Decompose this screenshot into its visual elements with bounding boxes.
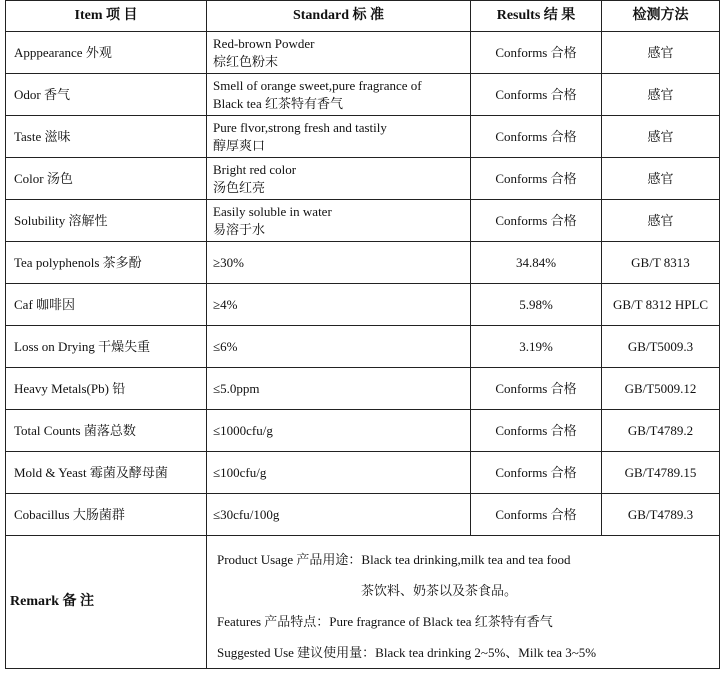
table-row	[6, 452, 720, 494]
item-cell: Heavy Metals(Pb) 铅	[6, 368, 207, 410]
table-row	[6, 200, 720, 242]
result-cell: Conforms 合格	[471, 158, 602, 200]
method-cell: 感官	[602, 74, 720, 116]
table-row	[6, 242, 720, 284]
method-cell: GB/T 8312 HPLC	[602, 284, 720, 326]
result-cell: Conforms 合格	[471, 200, 602, 242]
result-cell: 5.98%	[471, 284, 602, 326]
standard-cell	[207, 452, 471, 494]
standard-line: 易溶于水	[213, 221, 266, 237]
standard-cell	[207, 410, 471, 452]
result-cell: Conforms 合格	[471, 32, 602, 74]
remark-line-usage: Product Usage 产品用途：Black tea drinking,milk tea and tea food	[217, 552, 571, 567]
result-cell: 3.19%	[471, 326, 602, 368]
item-cell: Apppearance 外观	[6, 32, 207, 74]
standard-line: Bright red color	[213, 161, 297, 177]
standard-line: ≥4%	[213, 296, 238, 312]
standard-line: Red-brown Powder	[213, 35, 315, 51]
table-row	[6, 116, 720, 158]
item-cell: Cobacillus 大肠菌群	[6, 494, 207, 536]
standard-line: ≤100cfu/g	[213, 464, 267, 480]
standard-line: ≤30cfu/100g	[213, 506, 280, 522]
method-cell: GB/T4789.15	[602, 452, 720, 494]
standard-line: ≤6%	[213, 338, 238, 354]
method-cell: 感官	[602, 200, 720, 242]
result-cell: Conforms 合格	[471, 74, 602, 116]
method-cell: GB/T4789.2	[602, 410, 720, 452]
standard-line: Black tea 红茶特有香气	[213, 95, 343, 111]
standard-line: 醇厚爽口	[213, 137, 266, 153]
standard-line: 汤色红亮	[213, 179, 266, 195]
table-row	[6, 32, 720, 74]
standard-cell	[207, 116, 471, 158]
remark-line-features: Features 产品特点：Pure fragrance of Black tea 红茶特有香气	[217, 614, 553, 629]
table-row	[6, 368, 720, 410]
table-row	[6, 326, 720, 368]
item-cell: Tea polyphenols 茶多酚	[6, 242, 207, 284]
remark-line-suggested-use: Suggested Use 建议使用量：Black tea drinking 2~5%、Milk tea 3~5%	[217, 645, 597, 660]
specification-table	[5, 0, 720, 669]
header-results: Results 结 果	[471, 1, 602, 32]
method-cell: GB/T4789.3	[602, 494, 720, 536]
item-cell: Color 汤色	[6, 158, 207, 200]
method-cell: GB/T5009.12	[602, 368, 720, 410]
header-standard: Standard 标 准	[207, 1, 471, 32]
table-row	[6, 494, 720, 536]
table-row	[6, 74, 720, 116]
header-item: Item 项 目	[6, 1, 207, 32]
standard-cell	[207, 158, 471, 200]
result-cell: Conforms 合格	[471, 116, 602, 158]
method-cell: 感官	[602, 116, 720, 158]
standard-cell	[207, 284, 471, 326]
remark-body	[207, 536, 720, 669]
table-row	[6, 410, 720, 452]
item-cell: Odor 香气	[6, 74, 207, 116]
item-cell: Total Counts 菌落总数	[6, 410, 207, 452]
method-cell: GB/T5009.3	[602, 326, 720, 368]
standard-line: 棕红色粉末	[213, 53, 279, 69]
item-cell: Mold & Yeast 霉菌及酵母菌	[6, 452, 207, 494]
table-row	[6, 284, 720, 326]
standard-line: Smell of orange sweet,pure fragrance of	[213, 77, 422, 93]
standard-line: Pure flvor,strong fresh and tastily	[213, 119, 387, 135]
item-cell: Taste 滋味	[6, 116, 207, 158]
remark-line-usage-cn: 茶饮料、奶茶以及茶食品。	[361, 583, 518, 598]
remark-label: Remark 备 注	[6, 536, 207, 669]
standard-cell	[207, 32, 471, 74]
method-cell: GB/T 8313	[602, 242, 720, 284]
standard-cell	[207, 494, 471, 536]
result-cell: Conforms 合格	[471, 494, 602, 536]
standard-line: ≤5.0ppm	[213, 380, 260, 396]
standard-cell	[207, 200, 471, 242]
header-method: 检测方法	[602, 1, 720, 32]
result-cell: Conforms 合格	[471, 368, 602, 410]
result-cell: 34.84%	[471, 242, 602, 284]
method-cell: 感官	[602, 32, 720, 74]
standard-line: ≤1000cfu/g	[213, 422, 273, 438]
item-cell: Caf 咖啡因	[6, 284, 207, 326]
standard-cell	[207, 368, 471, 410]
standard-cell	[207, 242, 471, 284]
standard-line: Easily soluble in water	[213, 203, 332, 219]
table-row	[6, 158, 720, 200]
header-row	[6, 1, 720, 32]
result-cell: Conforms 合格	[471, 410, 602, 452]
standard-line: ≥30%	[213, 254, 244, 270]
result-cell: Conforms 合格	[471, 452, 602, 494]
item-cell: Loss on Drying 干燥失重	[6, 326, 207, 368]
item-cell: Solubility 溶解性	[6, 200, 207, 242]
standard-cell	[207, 326, 471, 368]
standard-cell	[207, 74, 471, 116]
remark-row	[6, 536, 720, 669]
method-cell: 感官	[602, 158, 720, 200]
